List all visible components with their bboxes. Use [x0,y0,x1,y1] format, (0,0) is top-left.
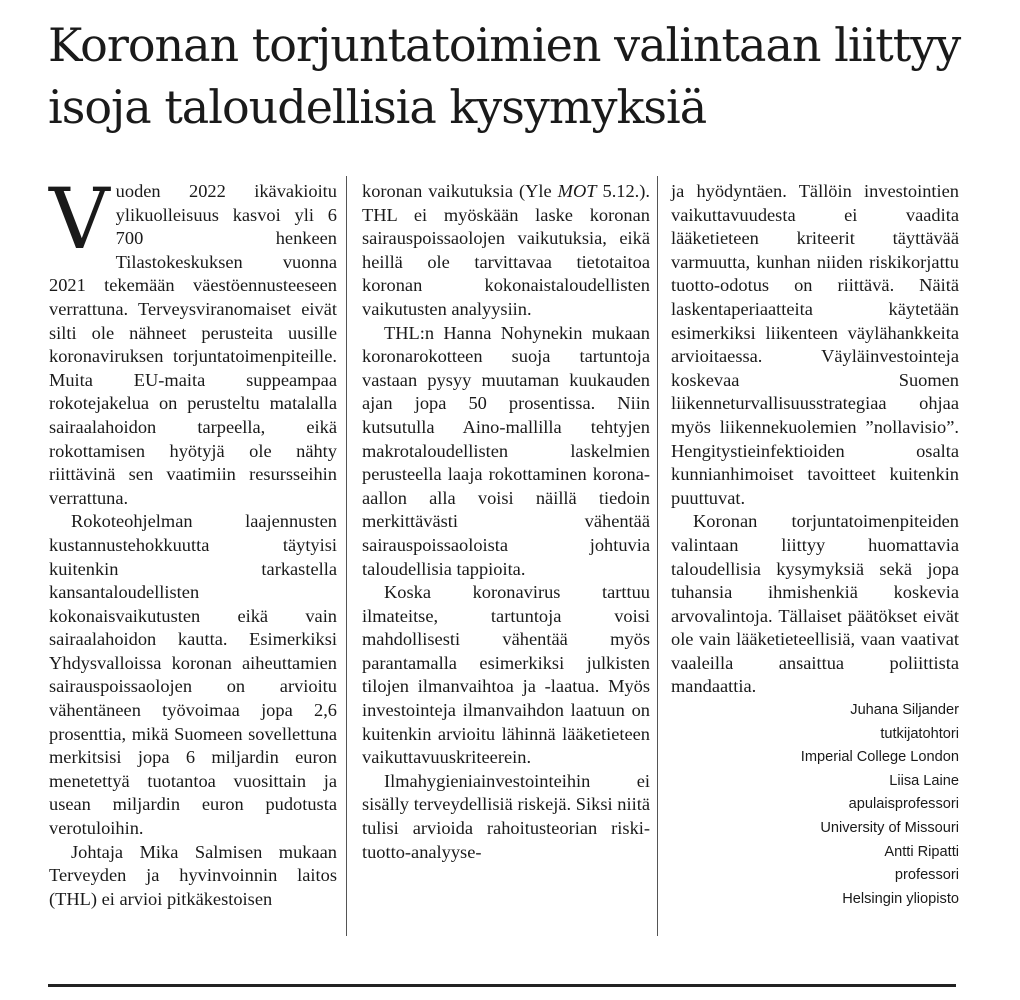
author-name: Liisa Laine [889,772,959,789]
column-divider [346,176,347,936]
column-2 [362,180,650,864]
drop-cap: V [49,170,110,268]
paragraph: Koska koronavirus tarttuu ilmateitse, tartuntoja voisi mahdollisesti vähentää myös parantamalla esimerkiksi julkisten tilojen ilmanvaihtoa ja -laatua. Myös investointeja ilmanvaihdon laatuun on kuitenkin arvioitu lähinnä lääketieteen vaikuttavuuskriteerein. [362,582,650,768]
paragraph-text: koronan vaikutuksia (Yle [362,181,558,201]
column-divider [657,176,658,936]
paragraph: Johtaja Mika Salmisen mukaan Terveyden ja hyvinvoinnin laitos (THL) ei arvioi pitkäkestoisen [49,841,337,909]
program-name: MOT [557,181,597,201]
author-name: Juhana Siljander [850,702,959,719]
bottom-rule [48,984,956,987]
author-name: Antti Ripatti [884,843,959,860]
headline: Koronan torjuntatoimien valintaan liittyy isoja taloudellisia kysymyksiä [48,18,961,134]
paragraph [362,180,650,322]
author-role: tutkijatohtori [880,725,959,742]
paragraph: Rokoteohjelman laajennusten kustannustehokkuutta täytyisi kuitenkin tarkastella kansantaloudellisten kokonaisvaikutusten eikä vain sairaalahoidon kautta. Esimerkiksi Yhdysvalloissa koronan aiheuttamien sairauspoissaolojen on arvioitu vähentäneen työvoimaa jopa 2,6 prosenttia, mikä Suomeen sovellettuna merkitsisi jopa 6 miljardin euron menetettyä tuotantoa vuosittain ja usean miljardin euron pudotusta verotuloihin. [49,511,337,839]
paragraph-text: 5.12.). THL ei myöskään laske koronan sairauspoissaolojen vaikutuksia, eikä heillä ole tarvittavaa tietotaitoa koronan kokonaistaloudellisten vaikutusten analyysiin. [362,181,650,319]
column-3 [671,180,959,911]
paragraph-text: uoden 2022 ikävakioitu ylikuolleisuus kasvoi yli 6 700 henkeen Tilastokeskuksen vuonna 2021 tekemään väestöennusteeseen verrattuna. Terveysviranomaiset eivät silti ole nähneet perusteita uusille koronaviruksen torjuntatoimenpiteille. Muita EU-maita suppeampaa rokotejakelua on perusteltu matalalla sairaalahoidon tarpeella, eikä rokottamisen hyötyjä ole nähty riittävinä sen vaatimiin resursseihin verrattuna. [49,181,337,508]
paragraph: THL:n Hanna Nohynekin mukaan koronarokotteen suoja tartuntoja vastaan pysyy muutaman kuukauden ajan jopa 50 prosentissa. Niin kutsutulla Aino-mallilla tehtyjen makrotaloudellisten laskelmien perusteella laaja rokottaminen korona-aallon alla voisi näillä tiedoin merkittävästi vähentää sairauspoissaoloista johtuvia taloudellisia tappioita. [362,322,650,579]
paragraph: Ilmahygieniainvestointeihin ei sisälly terveydellisiä riskejä. Siksi niitä tulisi arvioida rahoitusteorian riski-tuotto-analyyse- [362,770,650,862]
author-affiliation: University of Missouri [820,820,959,837]
paragraph: Koronan torjuntatoimenpiteiden valintaan liittyy huomattavia taloudellisia kysymyksiä sekä jopa tuhansia ihmishenkiä koskevia arvovalintoja. Tällaiset päätökset eivät ole vain lääketieteellisiä, vaan vaativat vaaleilla ansaittua poliittista mandaattia. [671,511,959,697]
column-1 [49,170,337,911]
paragraph [49,170,337,510]
author-role: apulaisprofessori [848,796,959,813]
author-affiliation: Helsingin yliopisto [842,890,959,907]
author-role: professori [894,867,959,884]
author-affiliation: Imperial College London [800,749,959,766]
signature-block [671,699,959,911]
paragraph: ja hyödyntäen. Tällöin investointien vaikuttavuudesta ei vaadita lääketieteen kriteerit täyttävää varmuutta, kunhan niiden riskikorjattu tuotto-odotus on riittävä. Näitä laskentaperiaatteita käytetään esimerkiksi liikenteen väylähankkeita arvioitaessa. Väyläinvestointeja koskevaa Suomen liikenneturvallisuusstrategiaa ohjaa myös liikennekuolemien ”nollavisio”. Hengitystieinfektioiden osalta kunnianhimoiset tavoitteet kuitenkin puuttuvat. [671,181,959,508]
